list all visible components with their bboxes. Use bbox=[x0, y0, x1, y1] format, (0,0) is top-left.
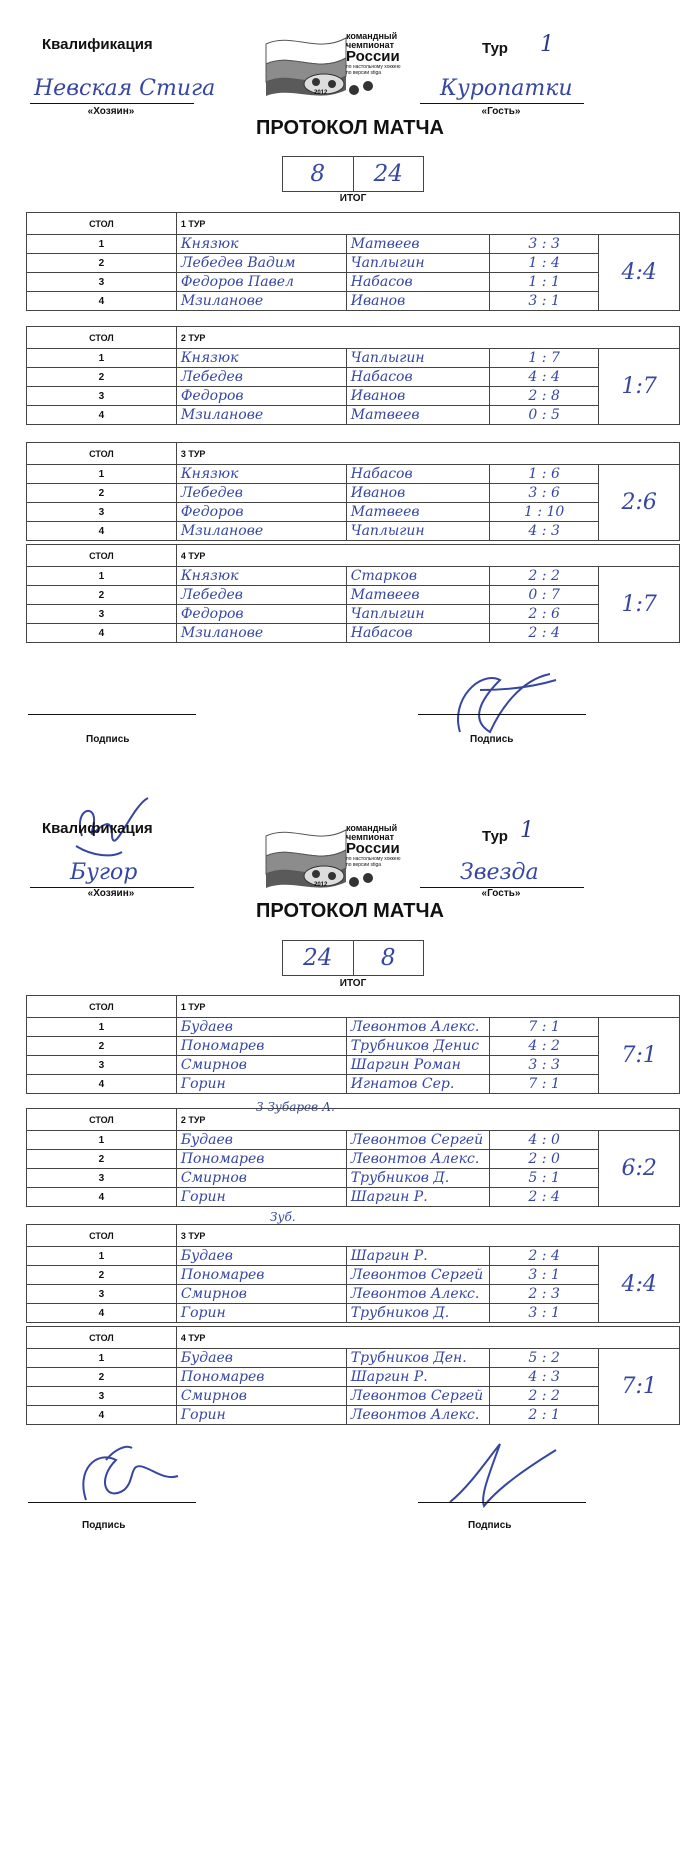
home-team-name: Невская Стига bbox=[34, 76, 216, 101]
table-row: 4 Мзиланове Иванов 3 : 1 bbox=[27, 292, 680, 311]
table-row: 3 Федоров Павел Набасов 1 : 1 bbox=[27, 273, 680, 292]
round-table-3 bbox=[26, 442, 680, 541]
table-row: 3 Федоров Матвеев 1 : 10 bbox=[27, 503, 680, 522]
home-signature-line bbox=[28, 714, 196, 715]
qualification-label: Квалификация bbox=[42, 820, 153, 837]
logo-caption: командный чемпионат России по настольному хоккею по версии stiga bbox=[346, 823, 401, 868]
table-row: 3 Смирнов Левонтов Сергей 2 : 2 bbox=[27, 1387, 680, 1406]
table-row: 1 Будаев Левонтов Алекс. 7 : 1 7:1 bbox=[27, 1018, 680, 1037]
logo-badge: 2012 bbox=[314, 90, 328, 96]
round-table-3 bbox=[26, 1224, 680, 1323]
table-row: 1 Будаев Левонтов Сергей 4 : 0 6:2 bbox=[27, 1131, 680, 1150]
protocol-sheet-2 bbox=[0, 790, 700, 1716]
guest-signature-label: Подпись bbox=[468, 1520, 512, 1531]
final-score-home: 8 bbox=[283, 157, 354, 191]
protocol-title: ПРОТОКОЛ МАТЧА bbox=[256, 900, 444, 922]
table-row: 1 Князюк Матвеев 3 : 3 4:4 bbox=[27, 235, 680, 254]
table-row: 4 Горин Трубников Д. 3 : 1 bbox=[27, 1304, 680, 1323]
logo-badge: 2012 bbox=[314, 882, 328, 888]
table-row: 2 Пономарев Левонтов Сергей 3 : 1 bbox=[27, 1266, 680, 1285]
table-row: 1 Будаев Шаргин Р. 2 : 4 4:4 bbox=[27, 1247, 680, 1266]
guest-signature-line bbox=[418, 1502, 586, 1503]
table-row: 3 Смирнов Левонтов Алекс. 2 : 3 bbox=[27, 1285, 680, 1304]
home-team-role: «Хозяин» bbox=[87, 888, 135, 899]
table-col-header: СТОЛ bbox=[27, 327, 177, 349]
round-header: 2 ТУР bbox=[176, 327, 679, 349]
guest-team-role: «Гость» bbox=[481, 106, 521, 117]
table-row: 3 Федоров Иванов 2 : 8 bbox=[27, 387, 680, 406]
table-row: 4 Горин Игнатов Сер. 7 : 1 bbox=[27, 1075, 680, 1094]
table-row: 2 Пономарев Трубников Денис 4 : 2 bbox=[27, 1037, 680, 1056]
tour-label: Тур bbox=[482, 828, 508, 845]
home-signature-label: Подпись bbox=[86, 734, 130, 745]
substitution-note: 3 Зубарев А. bbox=[256, 1100, 335, 1114]
table-row: 3 Смирнов Трубников Д. 5 : 1 bbox=[27, 1169, 680, 1188]
table-row: 3 Смирнов Шаргин Роман 3 : 3 bbox=[27, 1056, 680, 1075]
round-total: 4:4 bbox=[599, 1247, 680, 1323]
round-total: 7:1 bbox=[599, 1349, 680, 1425]
round-table-2 bbox=[26, 326, 680, 425]
round-total: 2:6 bbox=[599, 465, 680, 541]
table-row: 4 Горин Левонтов Алекс. 2 : 1 bbox=[27, 1406, 680, 1425]
guest-signature bbox=[420, 1436, 560, 1516]
final-score-box bbox=[282, 156, 424, 192]
table-row: 1 Князюк Чаплыгин 1 : 7 1:7 bbox=[27, 349, 680, 368]
table-col-header: СТОЛ bbox=[27, 213, 177, 235]
home-team-role: «Хозяин» bbox=[87, 106, 135, 117]
table-row: 3 Федоров Чаплыгин 2 : 6 bbox=[27, 605, 680, 624]
guest-team-name: Куропатки bbox=[440, 76, 573, 101]
table-row: 2 Лебедев Вадим Чаплыгин 1 : 4 bbox=[27, 254, 680, 273]
round-header: 4 ТУР bbox=[176, 1327, 679, 1349]
table-row: 4 Мзиланове Чаплыгин 4 : 3 bbox=[27, 522, 680, 541]
table-row: 1 Князюк Старков 2 : 2 1:7 bbox=[27, 567, 680, 586]
table-row: 4 Мзиланове Набасов 2 : 4 bbox=[27, 624, 680, 643]
guest-signature bbox=[440, 660, 560, 740]
table-row: 2 Лебедев Матвеев 0 : 7 bbox=[27, 586, 680, 605]
home-signature-label: Подпись bbox=[82, 1520, 126, 1531]
home-team-name: Бугор bbox=[70, 860, 138, 885]
guest-team-name: Звезда bbox=[460, 860, 539, 885]
home-signature bbox=[66, 1440, 186, 1520]
protocol-title: ПРОТОКОЛ МАТЧА bbox=[256, 117, 444, 139]
guest-team-role: «Гость» bbox=[481, 888, 521, 899]
round-total: 6:2 bbox=[599, 1131, 680, 1207]
table-row: 1 Князюк Набасов 1 : 6 2:6 bbox=[27, 465, 680, 484]
round-header: 2 ТУР bbox=[176, 1109, 679, 1131]
table-row: 1 Будаев Трубников Ден. 5 : 2 7:1 bbox=[27, 1349, 680, 1368]
guest-signature-label: Подпись bbox=[470, 734, 514, 745]
round-header: 3 ТУР bbox=[176, 443, 679, 465]
table-col-header: СТОЛ bbox=[27, 996, 177, 1018]
table-row: 4 Горин Шаргин Р. 2 : 4 bbox=[27, 1188, 680, 1207]
table-col-header: СТОЛ bbox=[27, 1327, 177, 1349]
home-signature-line bbox=[28, 1502, 196, 1503]
final-score-guest: 24 bbox=[373, 161, 403, 187]
round-table-2 bbox=[26, 1108, 680, 1207]
table-row: 4 Мзиланове Матвеев 0 : 5 bbox=[27, 406, 680, 425]
final-score-box bbox=[282, 940, 424, 976]
table-col-header: СТОЛ bbox=[27, 1225, 177, 1247]
table-col-header: СТОЛ bbox=[27, 545, 177, 567]
final-score-home: 24 bbox=[283, 941, 354, 975]
final-score-guest: 8 bbox=[380, 945, 396, 971]
tour-number: 1 bbox=[540, 32, 554, 57]
qualification-label: Квалификация bbox=[42, 36, 153, 53]
round-table-4 bbox=[26, 1326, 680, 1425]
round-table-4 bbox=[26, 544, 680, 643]
round-table-1 bbox=[26, 995, 680, 1094]
table-col-header: СТОЛ bbox=[27, 443, 177, 465]
round-header: 1 ТУР bbox=[176, 996, 679, 1018]
championship-logo bbox=[262, 24, 408, 100]
tour-label: Тур bbox=[482, 40, 508, 57]
round-total: 1:7 bbox=[599, 349, 680, 425]
championship-logo bbox=[262, 816, 408, 892]
table-row: 2 Пономарев Шаргин Р. 4 : 3 bbox=[27, 1368, 680, 1387]
round-header: 1 ТУР bbox=[176, 213, 679, 235]
table-row: 2 Лебедев Иванов 3 : 6 bbox=[27, 484, 680, 503]
round-table-1 bbox=[26, 212, 680, 311]
table-row: 2 Лебедев Набасов 4 : 4 bbox=[27, 368, 680, 387]
table-col-header: СТОЛ bbox=[27, 1109, 177, 1131]
round-total: 1:7 bbox=[599, 567, 680, 643]
tour-number: 1 bbox=[520, 818, 534, 843]
substitution-note: Зуб. bbox=[270, 1210, 296, 1224]
guest-signature-line bbox=[418, 714, 586, 715]
final-score-label: ИТОГ bbox=[339, 193, 367, 204]
round-total: 7:1 bbox=[599, 1018, 680, 1094]
round-header: 4 ТУР bbox=[176, 545, 679, 567]
round-header: 3 ТУР bbox=[176, 1225, 679, 1247]
round-total: 4:4 bbox=[599, 235, 680, 311]
table-row: 2 Пономарев Левонтов Алекс. 2 : 0 bbox=[27, 1150, 680, 1169]
final-score-label: ИТОГ bbox=[339, 978, 367, 989]
logo-caption: командный чемпионат России по настольному хоккею по версии stiga bbox=[346, 31, 401, 76]
